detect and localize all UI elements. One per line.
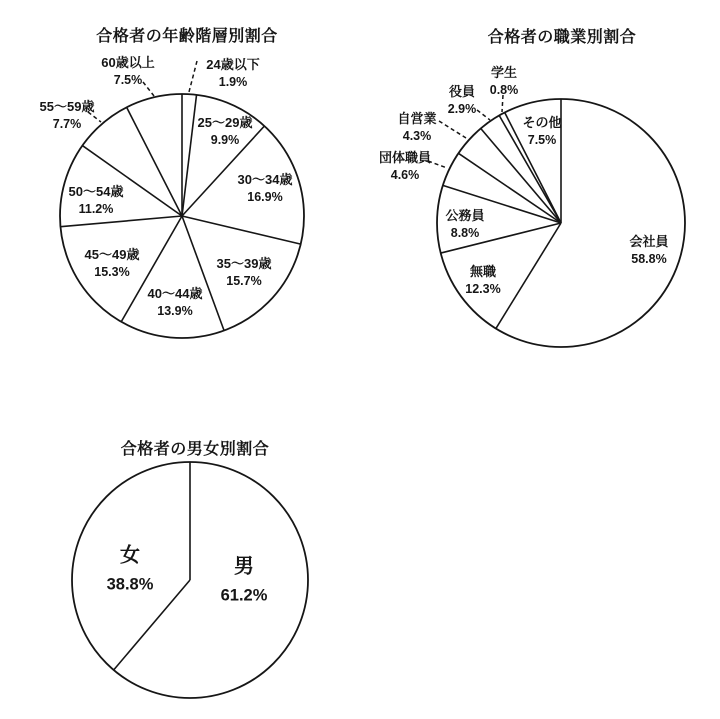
slice-label: 公務員: [445, 208, 485, 224]
slice-percentage: 7.5%: [527, 132, 557, 147]
slice-label: 男: [234, 555, 254, 578]
slice-label: 女: [120, 544, 140, 567]
label-leader-line: [189, 61, 197, 92]
slice-percentage: 1.9%: [218, 74, 248, 89]
slice-percentage: 58.8%: [631, 251, 667, 266]
age-chart-title: 合格者の年齢階層別割合: [96, 28, 278, 45]
slice-percentage: 16.9%: [247, 189, 283, 204]
slice-percentage: 38.8%: [106, 575, 154, 594]
slice-percentage: 7.5%: [113, 72, 143, 87]
slice-label: 55〜59歳: [39, 99, 95, 115]
slice-label: 学生: [490, 65, 518, 81]
slice-percentage: 11.2%: [78, 201, 114, 216]
gender-distribution-pie: [72, 462, 308, 698]
gender-chart-title: 合格者の男女別割合: [120, 441, 270, 458]
label-leader-line: [143, 82, 154, 96]
slice-label: 40〜44歳: [147, 286, 203, 302]
slice-label: 自営業: [397, 111, 437, 127]
label-leader-line: [439, 121, 466, 138]
label-leader-line: [477, 110, 490, 120]
slice-percentage: 4.3%: [402, 128, 432, 143]
occupation-chart-title: 合格者の職業別割合: [487, 29, 637, 46]
slice-percentage: 15.3%: [94, 264, 130, 279]
slice-label: 50〜54歳: [68, 184, 124, 200]
occupation-distribution-pie: [379, 65, 685, 347]
slice-percentage: 9.9%: [210, 132, 240, 147]
slice-percentage: 4.6%: [390, 167, 420, 182]
slice-percentage: 0.8%: [489, 82, 519, 97]
slice-percentage: 15.7%: [226, 273, 262, 288]
slice-label: 団体職員: [378, 150, 432, 166]
slice-percentage: 2.9%: [447, 101, 477, 116]
slice-percentage: 61.2%: [220, 586, 268, 605]
slice-label: 45〜49歳: [84, 247, 140, 263]
slice-percentage: 12.3%: [465, 281, 501, 296]
label-leader-line: [502, 95, 503, 112]
slice-label: 24歳以下: [206, 57, 260, 73]
slice-percentage: 7.7%: [52, 116, 82, 131]
slice-label: 60歳以上: [101, 55, 155, 71]
slice-label: その他: [522, 115, 562, 131]
slice-label: 役員: [448, 84, 476, 100]
slice-label: 無職: [469, 264, 497, 280]
age-distribution-pie: [40, 55, 304, 338]
slice-label: 25〜29歳: [197, 115, 253, 131]
slice-label: 35〜39歳: [216, 256, 272, 272]
slice-label: 会社員: [629, 234, 669, 250]
slice-percentage: 8.8%: [450, 225, 480, 240]
slice-label: 30〜34歳: [237, 172, 293, 188]
slice-percentage: 13.9%: [157, 303, 193, 318]
